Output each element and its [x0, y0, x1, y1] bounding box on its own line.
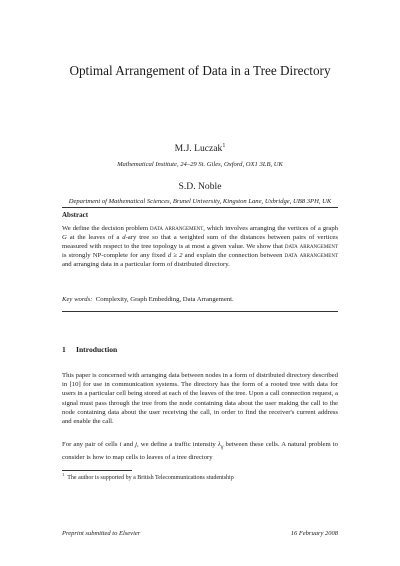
math-symbol: j — [135, 441, 138, 448]
abstract-text: at the leaves of a — [66, 234, 123, 241]
footer-date: 16 February 2008 — [290, 530, 338, 537]
abstract-top-rule — [62, 207, 338, 208]
keywords-label: Key words: — [62, 296, 93, 303]
math-symbol: G — [62, 234, 67, 241]
paragraph-text: For any pair of cells — [62, 441, 120, 448]
section-heading — [62, 345, 117, 354]
paragraph-text: between these cells. A natural problem to consider is how to map cells to leaves of a tree directory — [62, 441, 338, 461]
math-symbol: λ — [217, 441, 221, 448]
section-title: Introduction — [76, 345, 118, 354]
author-2 — [0, 181, 400, 192]
intro-paragraph-2 — [62, 440, 338, 462]
intro-paragraph-1 — [62, 371, 338, 426]
problem-name: data arrangement — [150, 225, 204, 232]
math-symbol: d — [122, 234, 126, 241]
section-number: 1 — [62, 345, 66, 354]
abstract-text: We define the decision problem — [62, 225, 151, 232]
author-1-name: M.J. Luczak — [174, 143, 223, 154]
footnote-text: The author is supported by a British Telecommunications studentship — [67, 475, 234, 481]
abstract-bottom-rule — [62, 311, 338, 312]
paragraph-text: This paper is concerned with arranging data between nodes in a form of distributed directory described in [10] for use in communication systems. The directory has the form of a rooted tree with data for users in a particular cell being stored at each of the leaves of the tree. Upon a call connection request, a signal must pass through the tree from the node containing data about the user making the call to the node containing data about the user receiving the call, in order to find the receiver's current address and enable the call. — [62, 372, 338, 426]
author-1-affiliation: Mathematical Institute, 24–29 St. Giles, Oxford, OX1 3LB, UK — [117, 161, 283, 168]
abstract-text: is strongly NP-complete for any fixed — [62, 252, 168, 259]
math-subscript: ij — [220, 445, 224, 451]
abstract-body — [62, 224, 338, 269]
footnote-rule — [62, 470, 132, 471]
author-1-footnote-mark: 1 — [222, 142, 226, 149]
abstract-heading: Abstract — [62, 211, 89, 219]
problem-name: data arrangement — [284, 252, 339, 259]
abstract-text: , which involves arranging the vertices of a graph — [203, 225, 339, 232]
problem-name: data arrangement — [284, 243, 338, 250]
math-symbol: i — [119, 441, 122, 448]
footnote — [62, 474, 338, 482]
keywords — [62, 295, 338, 304]
math-expression: d ≥ 2 — [167, 252, 183, 259]
abstract-text: -ary tree so that a weighted sum of the distances between pairs of vertices measured with respect to the tree topology is at most a given value. We show that — [62, 234, 338, 250]
keywords-text: Complexity, Graph Embedding, Data Arrangement. — [95, 296, 234, 303]
footer-preprint-note: Preprint submitted to Elsevier — [62, 530, 141, 537]
author-2-affiliation: Department of Mathematical Sciences, Brunel University, Kingston Lane, Uxbridge, UB8 3PH, UK — [68, 198, 332, 205]
footnote-mark: 1 — [62, 472, 65, 477]
abstract-text: and explain the connection between — [182, 252, 285, 259]
author-1 — [0, 143, 400, 154]
abstract-text: and arranging data in a particular form of distributed directory. — [62, 261, 230, 268]
paragraph-text: and — [121, 441, 136, 448]
paper-title: Optimal Arrangement of Data in a Tree Directory — [69, 63, 331, 78]
paragraph-text: , we define a traffic intensity — [137, 441, 218, 448]
author-2-name: S.D. Noble — [178, 181, 222, 192]
